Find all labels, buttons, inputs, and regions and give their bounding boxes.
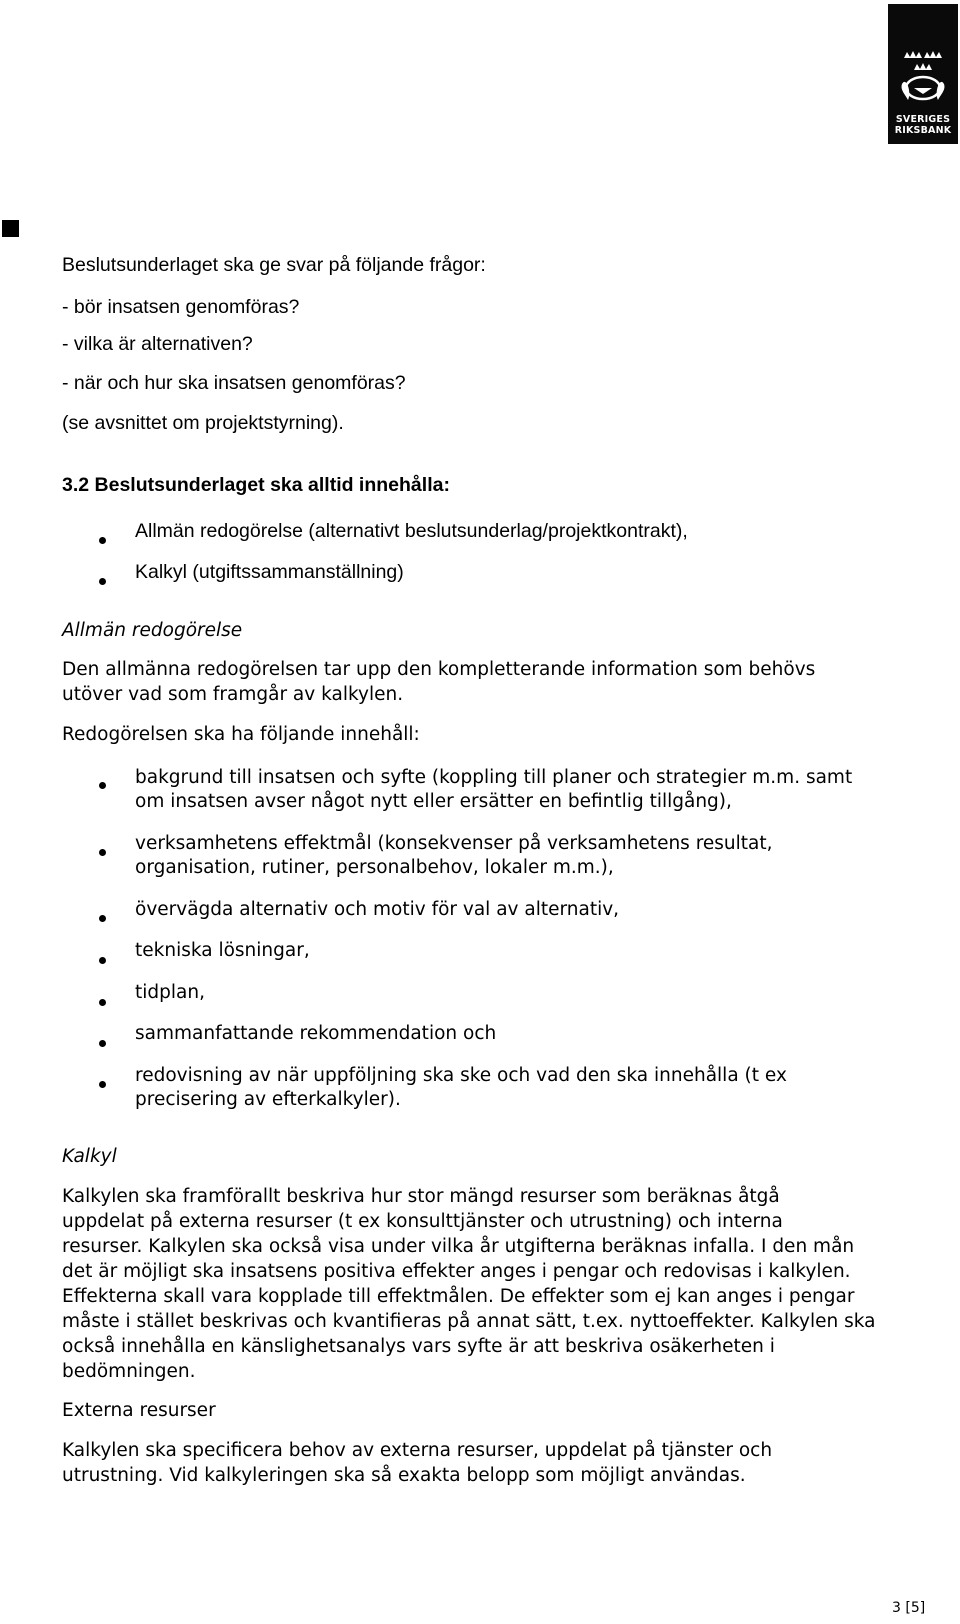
section-heading: 3.2 Beslutsunderlaget ska alltid innehålla: — [62, 474, 450, 496]
bullet-icon — [99, 578, 106, 585]
intro-q1: - bör insatsen genomföras? — [62, 296, 300, 318]
bullet-icon — [99, 915, 106, 922]
bullet-icon — [99, 782, 106, 789]
allman-bullet-1-line-2: om insatsen avser något nytt eller ersätter en befintlig tillgång), — [135, 791, 732, 812]
allman-bullet-1-line-1: bakgrund till insatsen och syfte (koppling till planer och strategier m.m. samt — [135, 767, 853, 788]
allman-para-2: Redogörelsen ska ha följande innehåll: — [62, 724, 420, 745]
allman-heading: Allmän redogörelse — [62, 620, 243, 641]
section-marker — [2, 220, 19, 237]
externa-heading: Externa resurser — [62, 1400, 216, 1421]
bullet-icon — [99, 957, 106, 964]
kalkyl-line: måste i stället beskrivas och kvantifieras på annat sätt, t.ex. nyttoeffekter. Kalkylen ska — [62, 1311, 876, 1332]
riksbank-logo — [888, 4, 958, 144]
allman-para-line-2: utöver vad som framgår av kalkylen. — [62, 684, 404, 705]
allman-para-line-1: Den allmänna redogörelsen tar upp den kompletterande information som behövs — [62, 659, 816, 680]
intro-q3: - när och hur ska insatsen genomföras? — [62, 372, 406, 394]
bullet-icon — [99, 999, 106, 1006]
allman-bullet-6: sammanfattande rekommendation och — [135, 1023, 497, 1044]
bullet-icon — [99, 1081, 106, 1088]
logo-line-1: SVERIGES — [895, 114, 951, 125]
kalkyl-line: det är möjligt ska insatsens positiva effekter anges i pengar och redovisas i kalkylen. — [62, 1261, 851, 1282]
intro-q2: - vilka är alternativen? — [62, 333, 253, 355]
allman-bullet-2-line-1: verksamhetens effektmål (konsekvenser på verksamhetens resultat, — [135, 833, 773, 854]
kalkyl-line: också innehålla en känslighetsanalys vars syfte är att beskriva osäkerheten i — [62, 1336, 775, 1357]
allman-bullet-7-line-1: redovisning av när uppföljning ska ske och vad den ska innehålla (t ex — [135, 1065, 787, 1086]
bullet-icon — [99, 849, 106, 856]
allman-bullet-5: tidplan, — [135, 982, 205, 1003]
kalkyl-line: Effekterna skall vara kopplade till effektmålen. De effekter som ej kan anges i pengar — [62, 1286, 855, 1307]
bullet-icon — [99, 1040, 106, 1047]
kalkyl-line: uppdelat på externa resurser (t ex konsulttjänster och utrustning) och interna — [62, 1211, 783, 1232]
allman-bullet-4: tekniska lösningar, — [135, 940, 310, 961]
intro-q4: (se avsnittet om projektstyrning). — [62, 412, 344, 434]
externa-line-1: Kalkylen ska specificera behov av externa resurser, uppdelat på tjänster och — [62, 1440, 773, 1461]
crest-icon — [896, 48, 950, 110]
bullet-icon — [99, 537, 106, 544]
intro-question: Beslutsunderlaget ska ge svar på följande frågor: — [62, 254, 486, 276]
externa-line-2: utrustning. Vid kalkyleringen ska så exakta belopp som möjligt användas. — [62, 1465, 746, 1486]
page-number: 3 [5] — [892, 1600, 926, 1616]
logo-line-2: RIKSBANK — [894, 125, 952, 136]
allman-bullet-7-line-2: precisering av efterkalkyler). — [135, 1089, 401, 1110]
section-item: Allmän redogörelse (alternativt beslutsunderlag/projektkontrakt), — [135, 520, 688, 542]
allman-bullet-2-line-2: organisation, rutiner, personalbehov, lokaler m.m.), — [135, 857, 614, 878]
allman-bullet-3: övervägda alternativ och motiv för val av alternativ, — [135, 899, 620, 920]
kalkyl-line: Kalkylen ska framförallt beskriva hur stor mängd resurser som beräknas åtgå — [62, 1186, 780, 1207]
kalkyl-line: resurser. Kalkylen ska också visa under vilka år utgifterna beräknas infalla. I den mån — [62, 1236, 855, 1257]
kalkyl-heading: Kalkyl — [62, 1146, 117, 1167]
section-item: Kalkyl (utgiftssammanställning) — [135, 561, 404, 583]
kalkyl-line: bedömningen. — [62, 1361, 196, 1382]
